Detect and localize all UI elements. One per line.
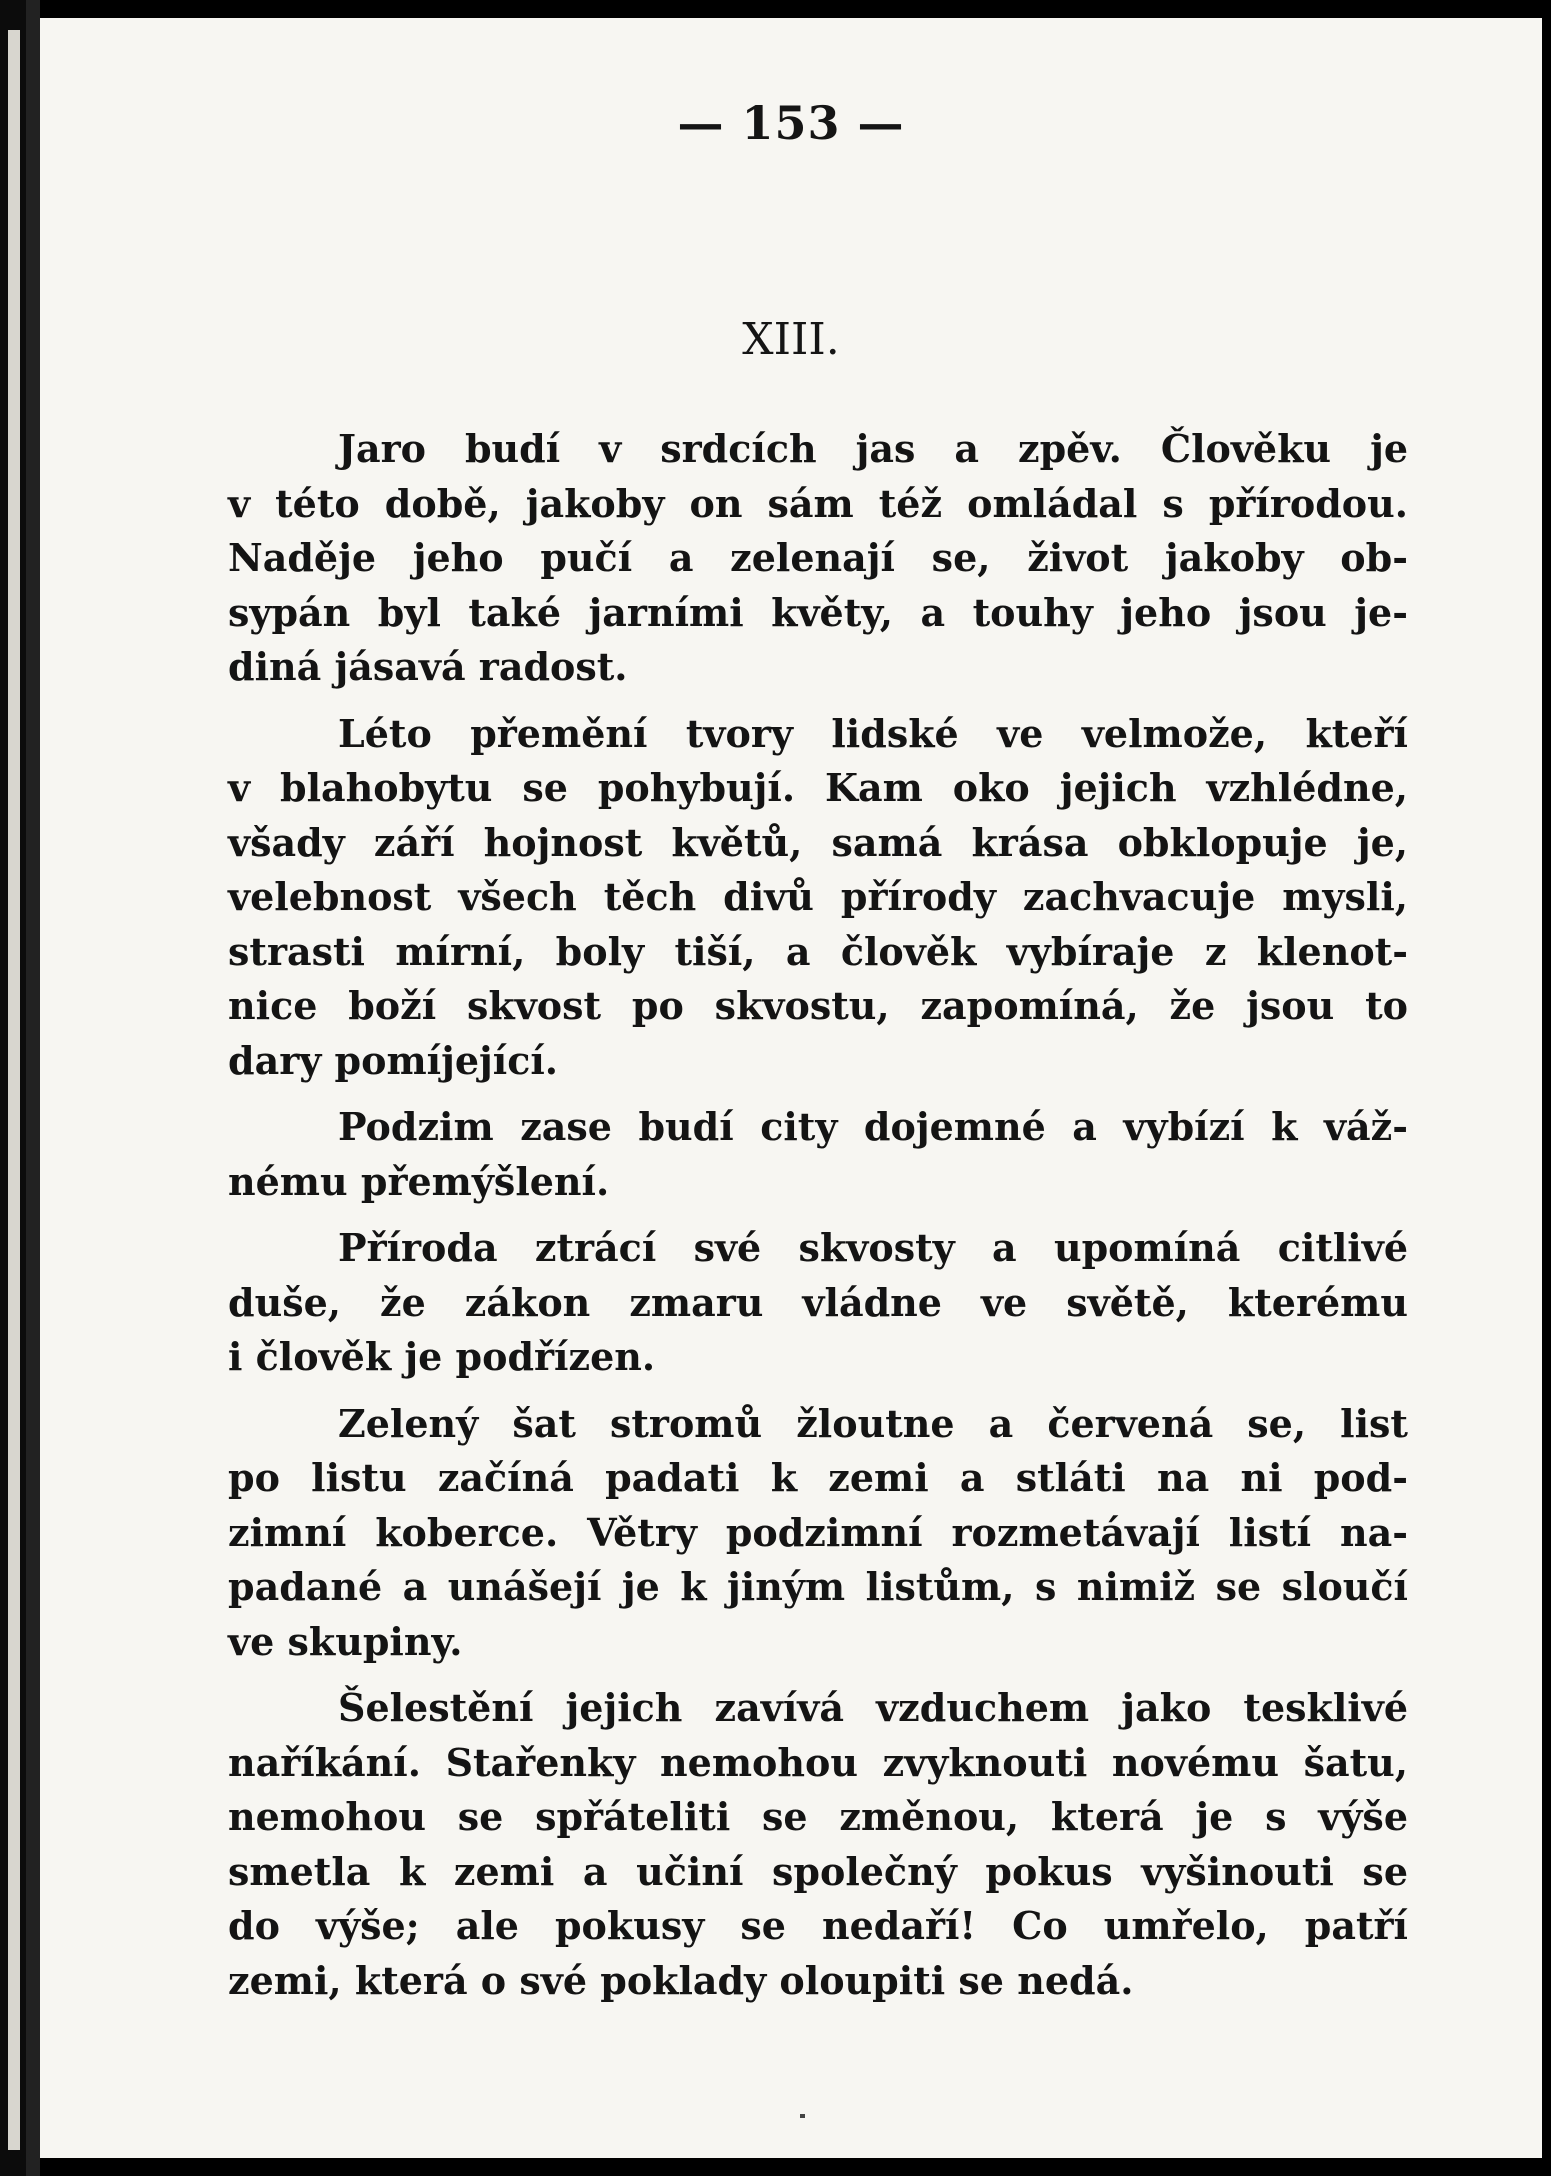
text-line: ve skupiny. [228, 1618, 463, 1664]
text-line: diná jásavá radost. [228, 644, 628, 689]
text-line: v blahobytu se pohybují. Kam oko jejich vzhlédne, [228, 765, 1408, 810]
text-line: Podzim zase budí city dojemné a vybízí k váž- [338, 1104, 1408, 1149]
text-line: Jaro budí v srdcích jas a zpěv. Člověku je [338, 426, 1408, 471]
paragraph-5 [228, 1397, 1408, 1670]
page-number: — 153 — [677, 96, 905, 150]
text-line: všady září hojnost květů, samá krása obklopuje je, [228, 819, 1408, 865]
paragraph-2 [228, 707, 1408, 1089]
text-line: zimní koberce. Větry podzimní rozmetávají listí na- [228, 1509, 1408, 1555]
text-line: nému přemýšlení. [228, 1158, 610, 1204]
paragraph-6 [228, 1681, 1408, 2008]
text-line: padané a unášejí je k jiným listům, s nimiž se sloučí [228, 1564, 1408, 1609]
book-spine [0, 0, 40, 2176]
text-line: naříkání. Stařenky nemohou zvyknouti novému šatu, [228, 1739, 1408, 1785]
text-line: do výše; ale pokusy se nedaří! Co umřelo, patří [228, 1903, 1408, 1948]
text-line: i člověk je podřízen. [228, 1334, 656, 1379]
text-line: duše, že zákon zmaru vládne ve světě, kterému [228, 1279, 1408, 1325]
text-line: smetla k zemi a učiní společný pokus vyšinouti se [228, 1848, 1408, 1894]
spine-edge [8, 30, 20, 2150]
text-line: Léto přemění tvory lidské ve velmože, kteří [338, 710, 1408, 756]
text-line: Šelestění jejich zavívá vzduchem jako tesklivé [338, 1685, 1408, 1730]
print-speck [800, 2114, 805, 2118]
paragraph-3 [228, 1100, 1408, 1209]
book-page [40, 18, 1542, 2158]
chapter-heading: XIII. [742, 314, 840, 365]
text-line: v této době, jakoby on sám též omládal s přírodou. [228, 480, 1408, 526]
text-line: nemohou se spřáteliti se změnou, která je s výše [228, 1794, 1408, 1839]
text-line: strasti mírní, boly tiší, a člověk vybíraje z klenot- [228, 928, 1408, 974]
text-line: zemi, která o své poklady oloupiti se nedá. [228, 1957, 1134, 2003]
text-line: velebnost všech těch divů přírody zachvacuje mysli, [228, 874, 1408, 919]
text-line: nice boží skvost po skvostu, zapomíná, že jsou to [228, 983, 1408, 1028]
text-line: sypán byl také jarními květy, a touhy jeho jsou je- [228, 589, 1408, 635]
text-line: Naděje jeho pučí a zelenají se, život jakoby ob- [228, 535, 1408, 580]
text-line: Příroda ztrácí své skvosty a upomíná citlivé [338, 1225, 1408, 1270]
text-line: Zelený šat stromů žloutne a červená se, list [338, 1400, 1408, 1446]
text-line: dary pomíjející. [228, 1037, 558, 1083]
spine-shadow [26, 0, 40, 2176]
text-line: po listu začíná padati k zemi a stláti na ni pod- [228, 1455, 1408, 1500]
paragraph-1 [228, 422, 1408, 695]
body-text [228, 422, 1408, 2020]
paragraph-4 [228, 1221, 1408, 1385]
